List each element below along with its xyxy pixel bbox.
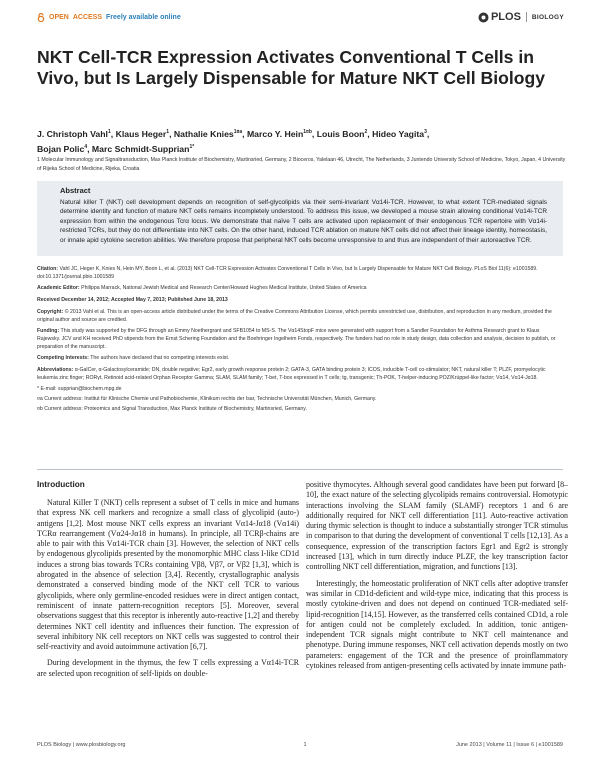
body-paragraph: Natural Killer T (NKT) cells represent a subset of T cells in mice and humans that express NK cell markers and recognize a small class of glycolipid (auto-) antigens [1,2]. Most mouse NKT cells express an invariant Vα14-Jα18 (Vα14i) TCRα rearrangement (Vα24-Jα18 in humans). In principle, all TCRβ-chains are able to pair with this Vα14i-TCR chain [3]. However, the selection of NKT cells by endogenous glycolipids presented by the monomorphic MHC class I-like CD1d induces a strong bias towards TCRs containing Vβ8, Vβ7, or Vβ2 [1,3], which is abrogated in the absence of selection [3,4]. Recently, crystallographic analysis demonstrated a conserved binding mode of the NKT cell TCR to various glycolipids, where only germline-encoded residues were in direct antigen contact, reminiscent of innate pattern-recognition receptors [5]. Moreover, several observations suggest that this receptor is inherently auto-reactive [1,2] and thereby determines NKT cell identity and influences their function. The expression of several inhibitory NK cell receptors on NKT cells was suggested to control their self-reactivity and avoid autoimmune activation [6,7]. — [37, 498, 299, 652]
corresponding-email: * E-mail: supprian@biochem.mpg.de — [37, 386, 122, 393]
competing-interests: Competing Interests: The authors have declared that no competing interests exist. — [37, 355, 230, 362]
body-paragraph: Interestingly, the homeostatic proliferation of NKT cells after adoptive transfer was similar in CD1d-deficient and wild-type mice, indicating that this process is mostly cytokine-driven and does not depend on continued TCR-mediated self-lipid-recognition [14,15]. However, as the transferred cells contained CD1d, a role for antigen could not be completely excluded. In addition, tonic antigen-independent TCR signals might contribute to NKT cell maintenance and phenotype. During immune responses, NKT cell activation depends mostly on two parameters: engagement of the TCR and the presence of proinflammatory cytokines released from antigen-presenting cells activated by innate immune path- — [306, 578, 568, 671]
copyright: Copyright: © 2013 Vahl et al. This is an open-access article distributed under the terms of the Creative Commons Attribution License, which permits unrestricted use, distribution, and reproduction in any medium, provided the original author and source are credited. — [37, 308, 552, 323]
masthead-divider — [526, 12, 527, 22]
footer-issue: June 2013 | Volume 11 | Issue 6 | e1001589 — [456, 742, 563, 748]
publisher-name: PLOS — [490, 11, 521, 23]
abstract-text: Natural killer T (NKT) cell development depends on recognition of self-glycolipids via their semi-invariant Vα14i-TCR. However, to what extent TCR-mediated signals determine identity and function of mature NKT cells remains incompletely understood. To address this issue, we developed a mouse strain allowing conditional Vα14i-TCR expression from within the endogenous Tcrα locus. We demonstrate that naïve T cells are activated upon replacement of their endogenous TCR repertoire with Vα14i-restricted TCRs, but they do not differentiate into NKT cells. On the other hand, induced TCR ablation on mature NKT cells did not affect their lineage identity, homeostasis, or innate apid cytokine secretion abilities. We therefore propose that peripheral NKT cells become unresponsive to and thus are independent of their autoreactive TCR. — [60, 199, 547, 244]
plos-logo-icon — [478, 12, 489, 23]
author: Louis Boon$^2$, — [316, 128, 373, 139]
body-paragraph: During development in the thymus, the few T cells expressing a Vα14i-TCR are selected upon recognition of self-lipids on double- — [37, 658, 299, 678]
page-number: 1 — [303, 742, 307, 748]
author: Marco Y. Hein$^{1¤b}$, — [246, 128, 317, 139]
abbreviations: Abbreviations: α-GalCer, α-Galactosylceramide; DN, double negative; Egr2, early growth response protein 2; GATA-3, GATA binding protein 3; ICOS, inducible T-cell co-stimulator; NKT, natural killer T; PLZF, promyelocytic leukemia zinc finger; RORγt, Retinoid acid-related Orphan Receptor Gamma; SLAM, SLAM family; T-bet, T-box expressed in T cells; tg, transgenic; Th-POK, T-helper-inducing POZ/Krüppel-like factor; Vα14, Vα14-Jα18. — [37, 367, 546, 381]
open-label: OPEN — [49, 14, 69, 21]
abstract-heading: Abstract — [60, 186, 91, 195]
body-paragraph: positive thymocytes. Although several good candidates have been put forward [8–10], the exact nature of the selecting glycolipids remains controversial. Homotypic interactions involving the SLAM family (SLAMF) receptors 1 and 6 are additionally required for NKT cell differentiation [11]. Auto-reactive activation during thymic selection is thought to induce a substantially stronger TCR stimulus in comparison to that during the development of conventional T cells [12,13]. As a consequence, expression of the transcription factors Egr1 and Egr2 is strongly increased [13], which in turn directly induce PLZF, the key transcription factor controlling NKT cell differentiation, migration, and functions [13]. — [306, 480, 568, 572]
article-title: NKT Cell-TCR Expression Activates Conventional T Cells in Vivo, but Is Largely Dispensable for Mature NKT Cell Biology — [37, 47, 546, 88]
body-column-left — [37, 480, 299, 685]
access-label: ACCESS — [72, 14, 103, 21]
author: Hideo Yagita$^3$, — [372, 128, 430, 139]
section-divider — [37, 469, 563, 470]
page-footer — [37, 742, 563, 748]
free-online-label: Freely available online — [106, 14, 181, 21]
affiliations: 1 Molecular Immunology and Signaltransduction, Max Planck Institute of Biochemistry, Martinsried, Germany, 2 Bioceros, Yalelaan 46, Utrecht, The Netherlands, 3 Juntendo University School of Medicine, Tokyo, Japan, 4 University of Rijeka School of Medicine, Rijeka, Croatia — [37, 157, 566, 172]
author: Nathalie Knies$^{1¤a}$, — [173, 128, 247, 139]
author: J. Christoph Vahl$^1$, — [37, 128, 116, 139]
author: Bojan Polic$^4$, — [37, 144, 92, 155]
funding: Funding: This study was supported by the DFG through an Emmy Noethergrant and SFB1054 to MS-S. The Vα14StopF mice were generated with support from a Sandler Foundation for Asthma Research grant to Klaus Rajewsky. JCV and KH received PhD stipends from the Ernst Schering Foundation and the Boehringer Ingelheim Fonds, respectively. The funders had no role in study design, data collection and analysis, decision to publish, or preparation of the manuscript. — [37, 328, 556, 350]
body-column-right — [306, 480, 568, 677]
academic-editor: Academic Editor: Philippa Marrack, National Jewish Medical and Research Center/Howard Hughes Medical Institute, United States of America — [37, 285, 367, 292]
author: Marc Schmidt-Supprian$^{1*}$ — [91, 144, 195, 155]
article-metadata — [37, 266, 563, 418]
current-address-b: ¤b Current address: Proteomics and Signal Transduction, Max Planck Institute of Biochemistry, Martinsried, Germany. — [37, 405, 307, 412]
open-access-banner — [37, 13, 181, 22]
author-list — [37, 126, 567, 157]
abstract-box — [37, 181, 563, 256]
dates: Received December 14, 2012; Accepted May 7, 2013; Published June 18, 2013 — [37, 297, 228, 304]
footer-journal: PLOS Biology | www.plosbiology.org — [37, 742, 126, 748]
journal-name: BIOLOGY — [531, 13, 564, 21]
section-heading: Introduction — [37, 480, 85, 489]
open-access-lock-icon — [37, 13, 45, 22]
current-address-a: ¤a Current address: Institut für Klinische Chemie und Pathobiochemie, Klinikum rechts der Isar, Technische Universität München, Munich, Germany. — [37, 396, 377, 403]
plos-logo — [478, 11, 521, 23]
author: Klaus Heger$^1$, — [115, 128, 174, 139]
journal-masthead — [478, 11, 564, 23]
citation: Citation: Vahl JC, Heger K, Knies N, Hein MY, Boon L, et al. (2013) NKT Cell-TCR Expression Activates Conventional T Cells in Vivo, but Is Largely Dispensable for Mature NKT Cell Biology. PLoS Biol 11(6): e1001589. doi:10.1371/journal.pbio.1001589 — [37, 266, 538, 280]
